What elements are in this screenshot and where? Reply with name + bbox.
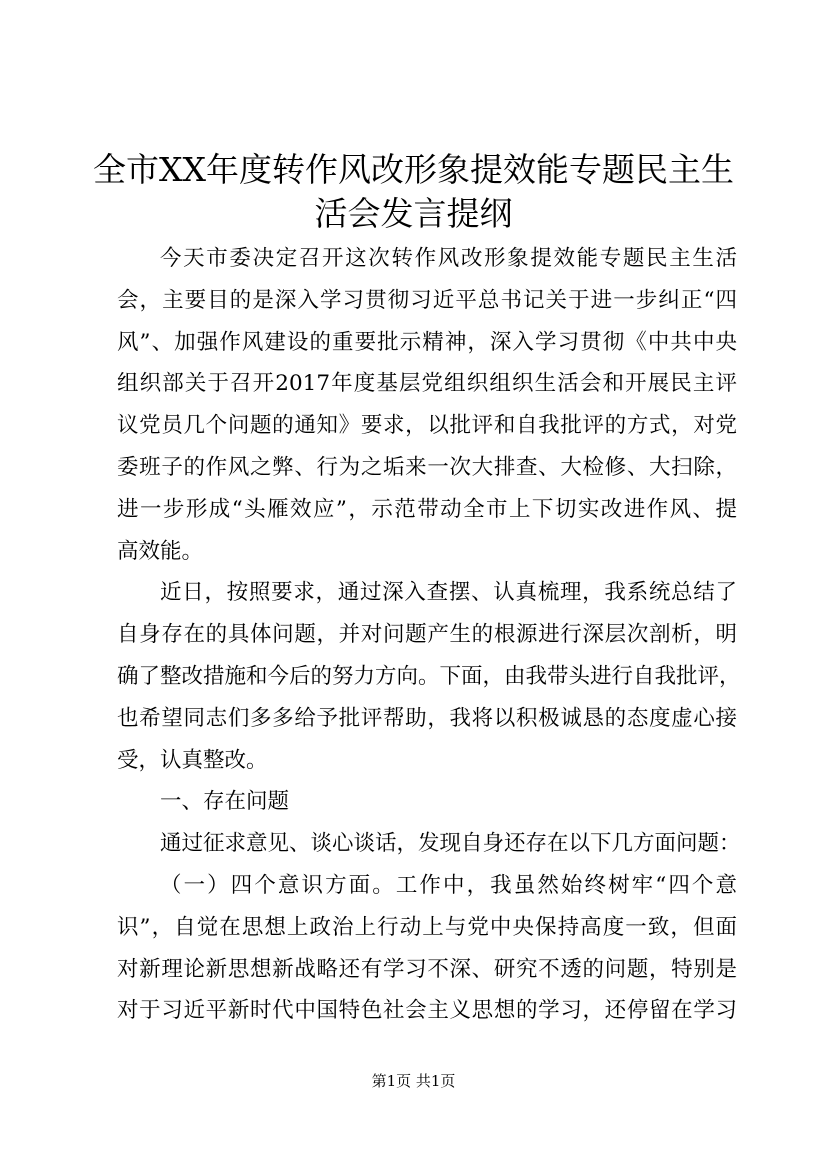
body-line: 近日，按照要求，通过深入查摆、认真梳理，我系统总结了 [160,580,737,606]
body-line: 确了整改措施和今后的努力方向。下面，由我带头进行自我批评， [117,664,741,689]
body-line: 进一步形成“头雁效应”，示范带动全市上下切实改进作风、提 [117,496,737,522]
body-line: 议党员几个问题的通知》要求，以批评和自我批评的方式，对党 [117,413,737,439]
body-line: （一）四个意识方面。工作中，我虽然始终树牢“四个意 [160,873,737,898]
body-line: 通过征求意见、谈心谈话，发现自身还存在以下几方面问题： [160,831,741,857]
body-line: 委班子的作风之弊、行为之垢来一次大排查、大检修、大扫除， [117,455,737,480]
body-line: 对于习近平新时代中国特色社会主义思想的学习，还停留在学习 [117,998,737,1024]
body-line: 也希望同志们多多给予批评帮助，我将以积极诚恳的态度虚心接 [117,705,737,731]
body-line: 对新理论新思想新战略还有学习不深、研究不透的问题，特别是 [117,956,737,982]
body-line: 今天市委决定召开这次转作风改形象提效能专题民主生活 [160,246,737,271]
body-line: 一、存在问题 [160,789,290,815]
body-line: 风”、加强作风建设的重要批示精神，深入学习贯彻《中共中央 [117,329,737,355]
document-title-line-1: 全市XX年度转作风改形象提效能专题民主生 [93,150,734,189]
page-footer: 第1页 共1页 [371,1072,456,1090]
body-line: 高效能。 [117,538,204,564]
body-line: 组织部关于召开2017年度基层党组织组织生活会和开展民主评 [117,371,737,397]
body-line: 自身存在的具体问题，并对问题产生的根源进行深层次剖析，明 [117,622,737,648]
body-line: 会，主要目的是深入学习贯彻习近平总书记关于进一步纠正“四 [117,287,737,313]
body-line: 受，认真整改。 [117,747,268,773]
body-line: 识”，自觉在思想上政治上行动上与党中央保持高度一致，但面 [117,914,737,940]
document-title-line-2: 活会发言提纲 [314,194,513,233]
